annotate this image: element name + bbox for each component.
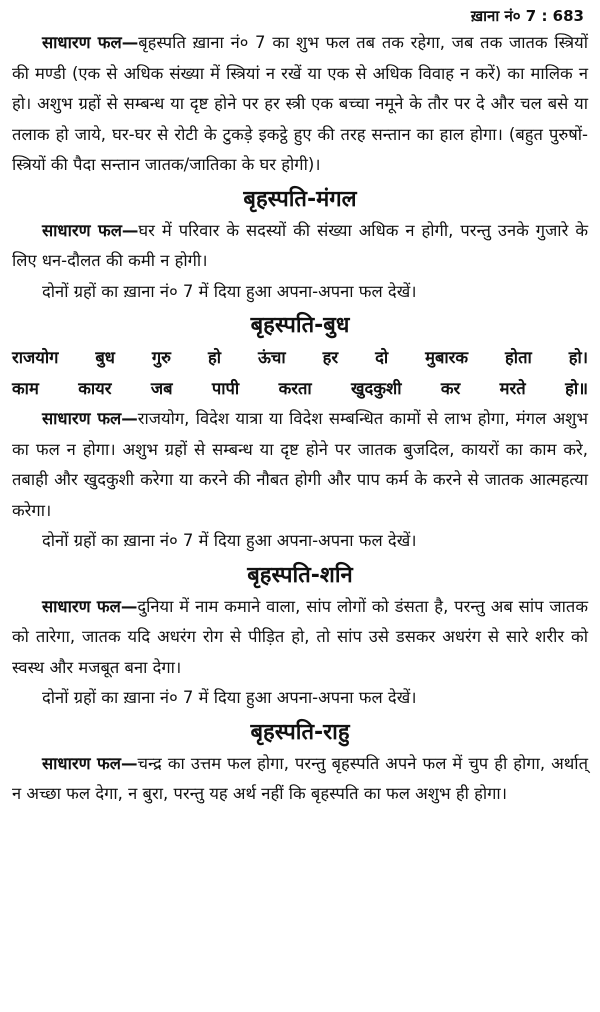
paragraph-body: घर में परिवार के सदस्यों की संख्या अधिक न होगी, परन्तु उनके गुजारे के लिए धन-दौलत की कमी न होगी।	[12, 220, 588, 270]
paragraph-general-result	[12, 749, 588, 810]
page-header: ख़ाना नं० 7 : 683	[470, 7, 584, 25]
lead-label: साधारण फल—	[42, 409, 138, 428]
paragraph-note: दोनों ग्रहों का ख़ाना नं० 7 में दिया हुआ अपना-अपना फल देखें।	[42, 531, 417, 550]
paragraph-body: चन्द्र का उत्तम फल होगा, परन्तु बृहस्पति अपने फल में चुप ही होगा, अर्थात् न अच्छा फल देगा, न बुरा, परन्तु यह अर्थ नहीं कि बृहस्पति का फल अशुभ ही होगा।	[12, 753, 588, 803]
section-heading-jupiter-mercury: बृहस्पति-बुध	[250, 313, 350, 338]
paragraph-note: दोनों ग्रहों का ख़ाना नं० 7 में दिया हुआ अपना-अपना फल देखें।	[42, 688, 417, 707]
verse-line-2: काम कायर जब पापी करता खुदकुशी कर मरते हो॥	[12, 379, 588, 398]
section-heading-jupiter-rahu: बृहस्पति-राहु	[250, 719, 350, 745]
paragraph-body: दुनिया में नाम कमाने वाला, सांप लोगों को डंसता है, परन्तु अब सांप जातक को तारेगा, जातक यदि अधरंग रोग से पीड़ित हो, तो सांप उसे डसकर अधरंग से सारे शरीर को स्वस्थ और मजबूत बना देगा।	[12, 596, 588, 677]
lead-label: साधारण फल—	[42, 33, 139, 52]
lead-label: साधारण फल—	[42, 220, 139, 240]
paragraph-general-result	[12, 28, 588, 181]
paragraph-general-result	[12, 592, 588, 684]
paragraph-general-result	[12, 216, 588, 277]
lead-label: साधारण फल—	[42, 753, 138, 773]
section-heading-jupiter-mars: बृहस्पति-मंगल	[243, 186, 357, 212]
paragraph-body: राजयोग, विदेश यात्रा या विदेश सम्बन्धित कामों से लाभ होगा, मंगल अशुभ का फल न होगा। अशुभ ग्रहों से सम्बन्ध या दृष्ट होने पर जातक बुजदिल, कायरों का काम करे, तबाही और खुदकुशी करेगा या करने की नौबत होगी और पाप कर्म के करने से जातक आत्महत्या करेगा।	[12, 409, 588, 520]
paragraph-body: बृहस्पति ख़ाना नं० 7 का शुभ फल तब तक रहेगा, जब तक जातक स्त्रियों की मण्डी (एक से अधिक संख्या में स्त्रियां न रखें या एक से अधिक विवाह न करें) का मालिक न हो। अशुभ ग्रहों से सम्बन्ध या दृष्ट होने पर हर स्त्री एक बच्चा नमूने के तौर पर दे और चल बसे या तलाक हो जाये, घर-घर से रोटी के टुकड़े इकट्ठे हुए की तरह सन्तान का हाल होगा। (बहुत पुरुषों-स्त्रियों की पैदा सन्तान जातक/जातिका के घर होगी)।	[12, 33, 588, 174]
lead-label: साधारण फल—	[42, 596, 138, 616]
verse-line-1: राजयोग बुध गुरु हो ऊंचा हर दो मुबारक होता हो।	[12, 348, 588, 367]
paragraph-general-result	[12, 404, 588, 526]
section-heading-jupiter-saturn: बृहस्पति-शनि	[247, 562, 353, 588]
paragraph-note: दोनों ग्रहों का ख़ाना नं० 7 में दिया हुआ अपना-अपना फल देखें।	[42, 281, 417, 301]
